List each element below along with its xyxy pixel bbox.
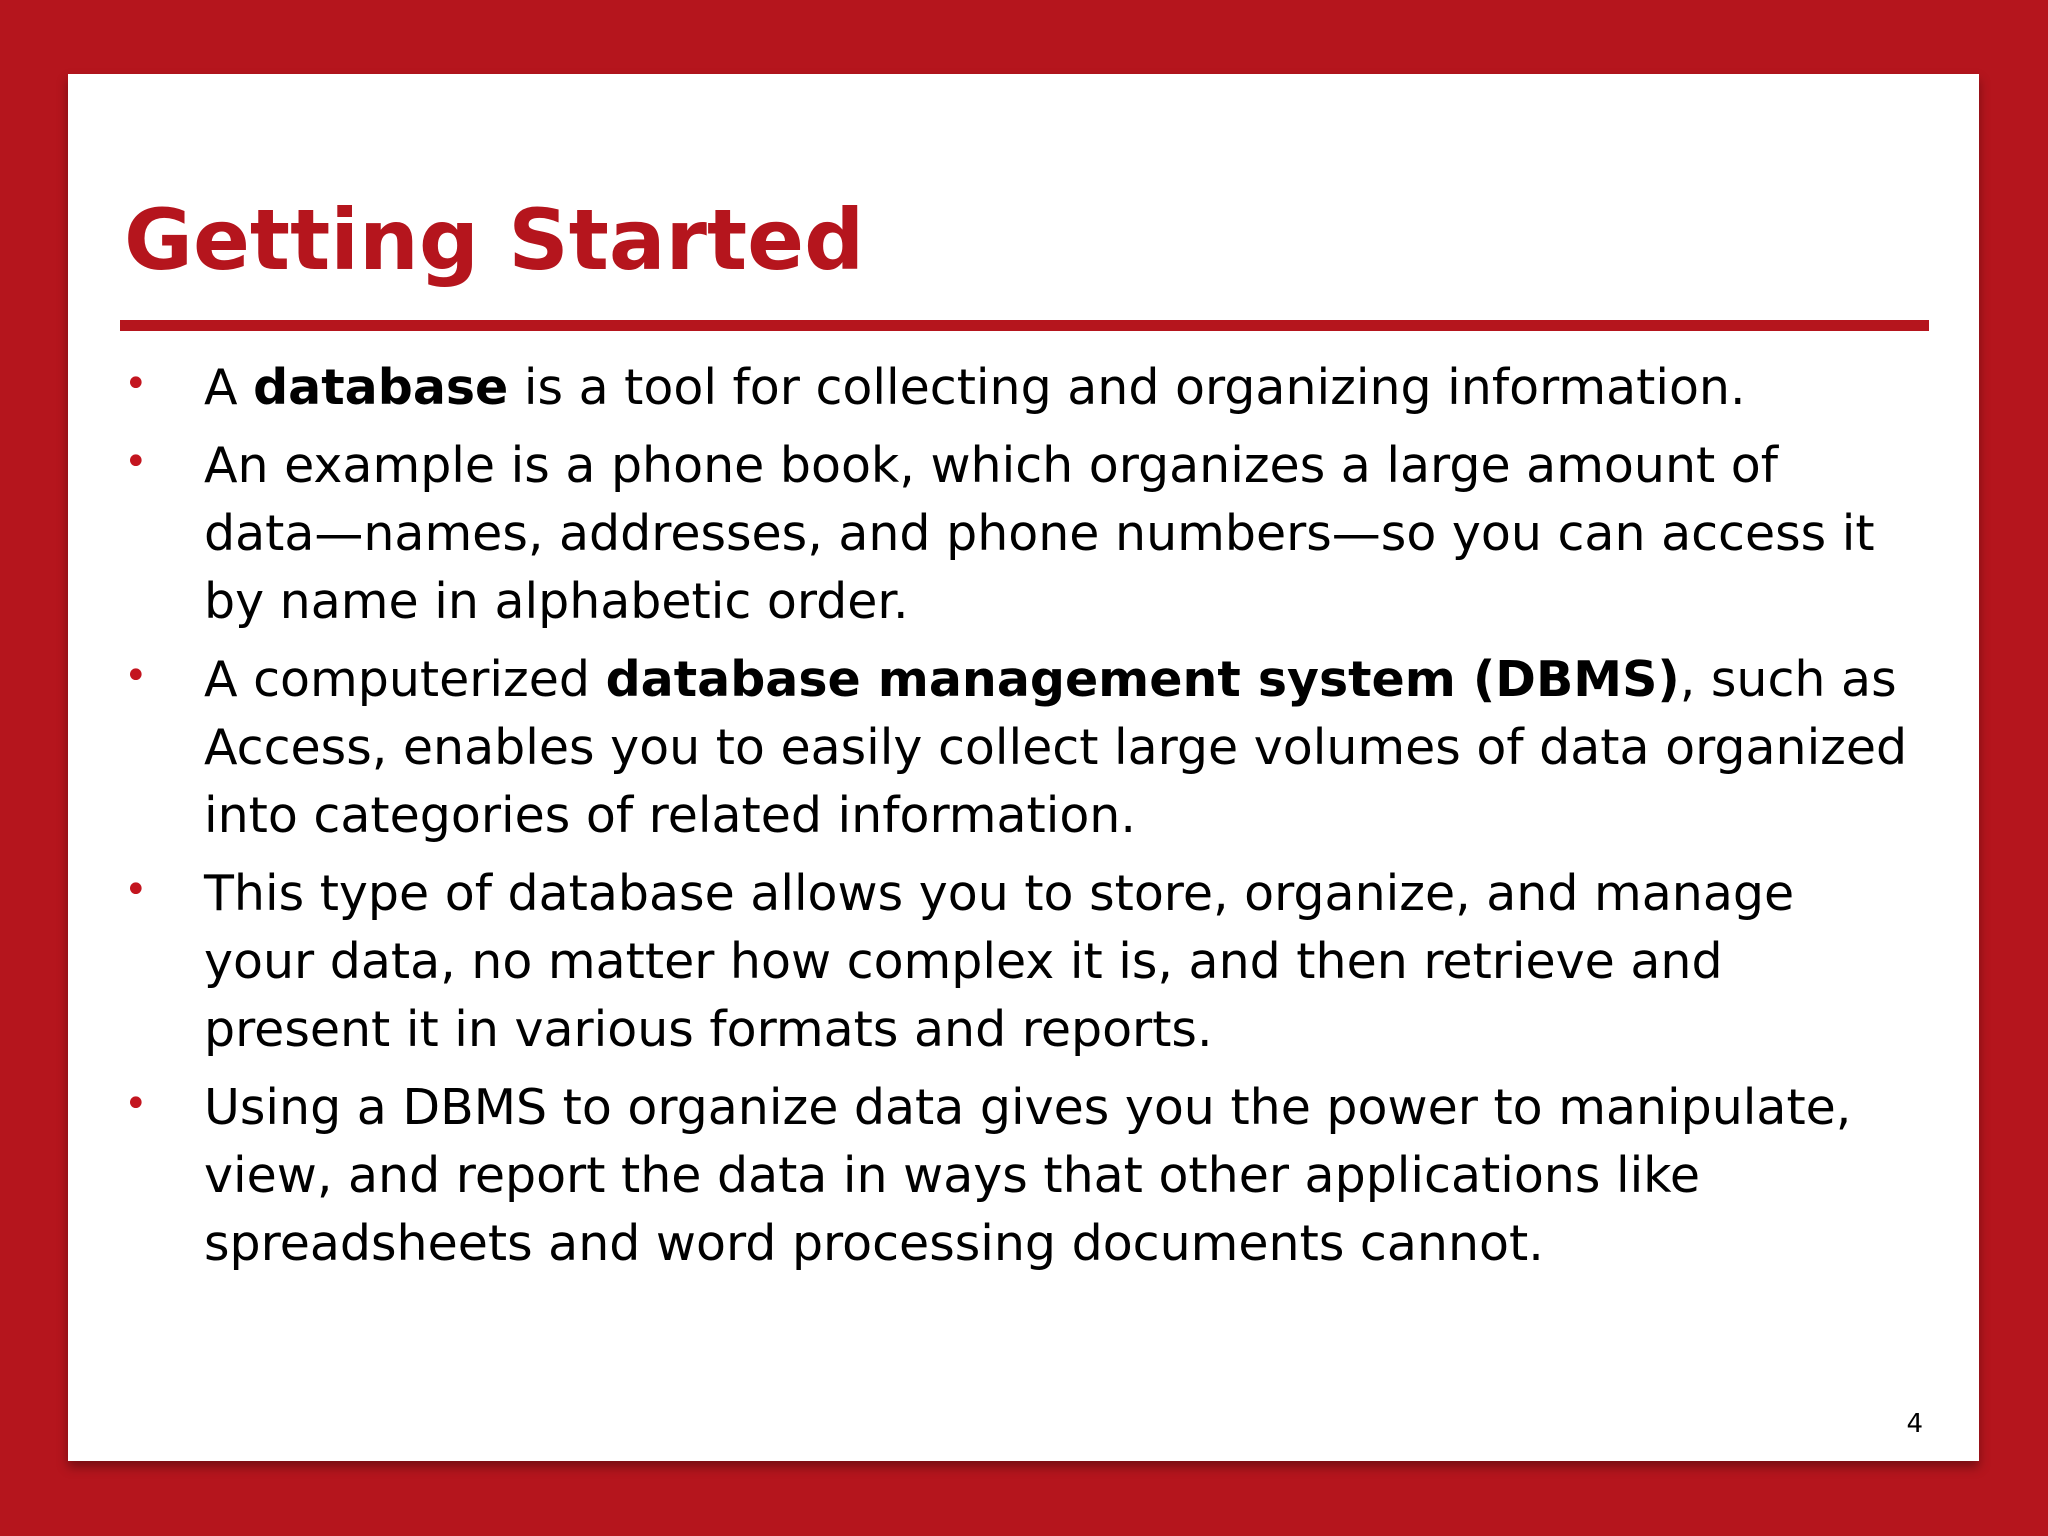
bullet-line: into categories of related information. — [204, 787, 1136, 844]
bullet-item-using-dbms — [124, 1074, 1984, 1278]
bullet-line: present it in various formats and reports. — [204, 1001, 1213, 1058]
title-underline — [120, 320, 1929, 331]
bullet-line: by name in alphabetic order. — [204, 573, 909, 630]
bullet-line: This type of database allows you to store, organize, and manage — [204, 865, 1795, 922]
bullet-line — [204, 354, 1984, 422]
bullet-text: A computerized — [204, 651, 606, 708]
bullet-icon: • — [124, 1081, 148, 1127]
bullet-line: Using a DBMS to organize data gives you the power to manipulate, — [204, 1079, 1852, 1136]
bullet-text: , such as — [1679, 651, 1897, 708]
slide-title: Getting Started — [124, 191, 865, 289]
bullet-item-store-organize — [124, 860, 1984, 1064]
bullet-text: is a tool for collecting and organizing information. — [508, 359, 1746, 416]
bullet-item-database — [124, 354, 1984, 422]
bullet-line: An example is a phone book, which organizes a large amount of — [204, 437, 1779, 494]
page-number: 4 — [1906, 1409, 1923, 1439]
bullet-bold-term: database management system (DBMS) — [605, 651, 1680, 708]
bullet-icon: • — [124, 867, 148, 913]
bullet-bold-term: database — [253, 359, 509, 416]
bullet-icon: • — [124, 361, 148, 407]
bullet-line: spreadsheets and word processing documents cannot. — [204, 1215, 1544, 1272]
bullet-icon: • — [124, 653, 148, 699]
bullet-line: your data, no matter how complex it is, and then retrieve and — [204, 933, 1723, 990]
slide — [68, 74, 1979, 1461]
bullet-line: view, and report the data in ways that other applications like — [204, 1147, 1700, 1204]
bullet-text: A — [204, 359, 254, 416]
bullet-line: Access, enables you to easily collect large volumes of data organized — [204, 719, 1908, 776]
bullet-item-dbms — [124, 646, 1984, 850]
bullet-item-phone-book — [124, 432, 1984, 636]
bullet-line — [204, 646, 1984, 714]
bullet-icon: • — [124, 439, 148, 485]
bullet-list — [124, 354, 1984, 1288]
bullet-line: data—names, addresses, and phone numbers—so you can access it — [204, 505, 1875, 562]
